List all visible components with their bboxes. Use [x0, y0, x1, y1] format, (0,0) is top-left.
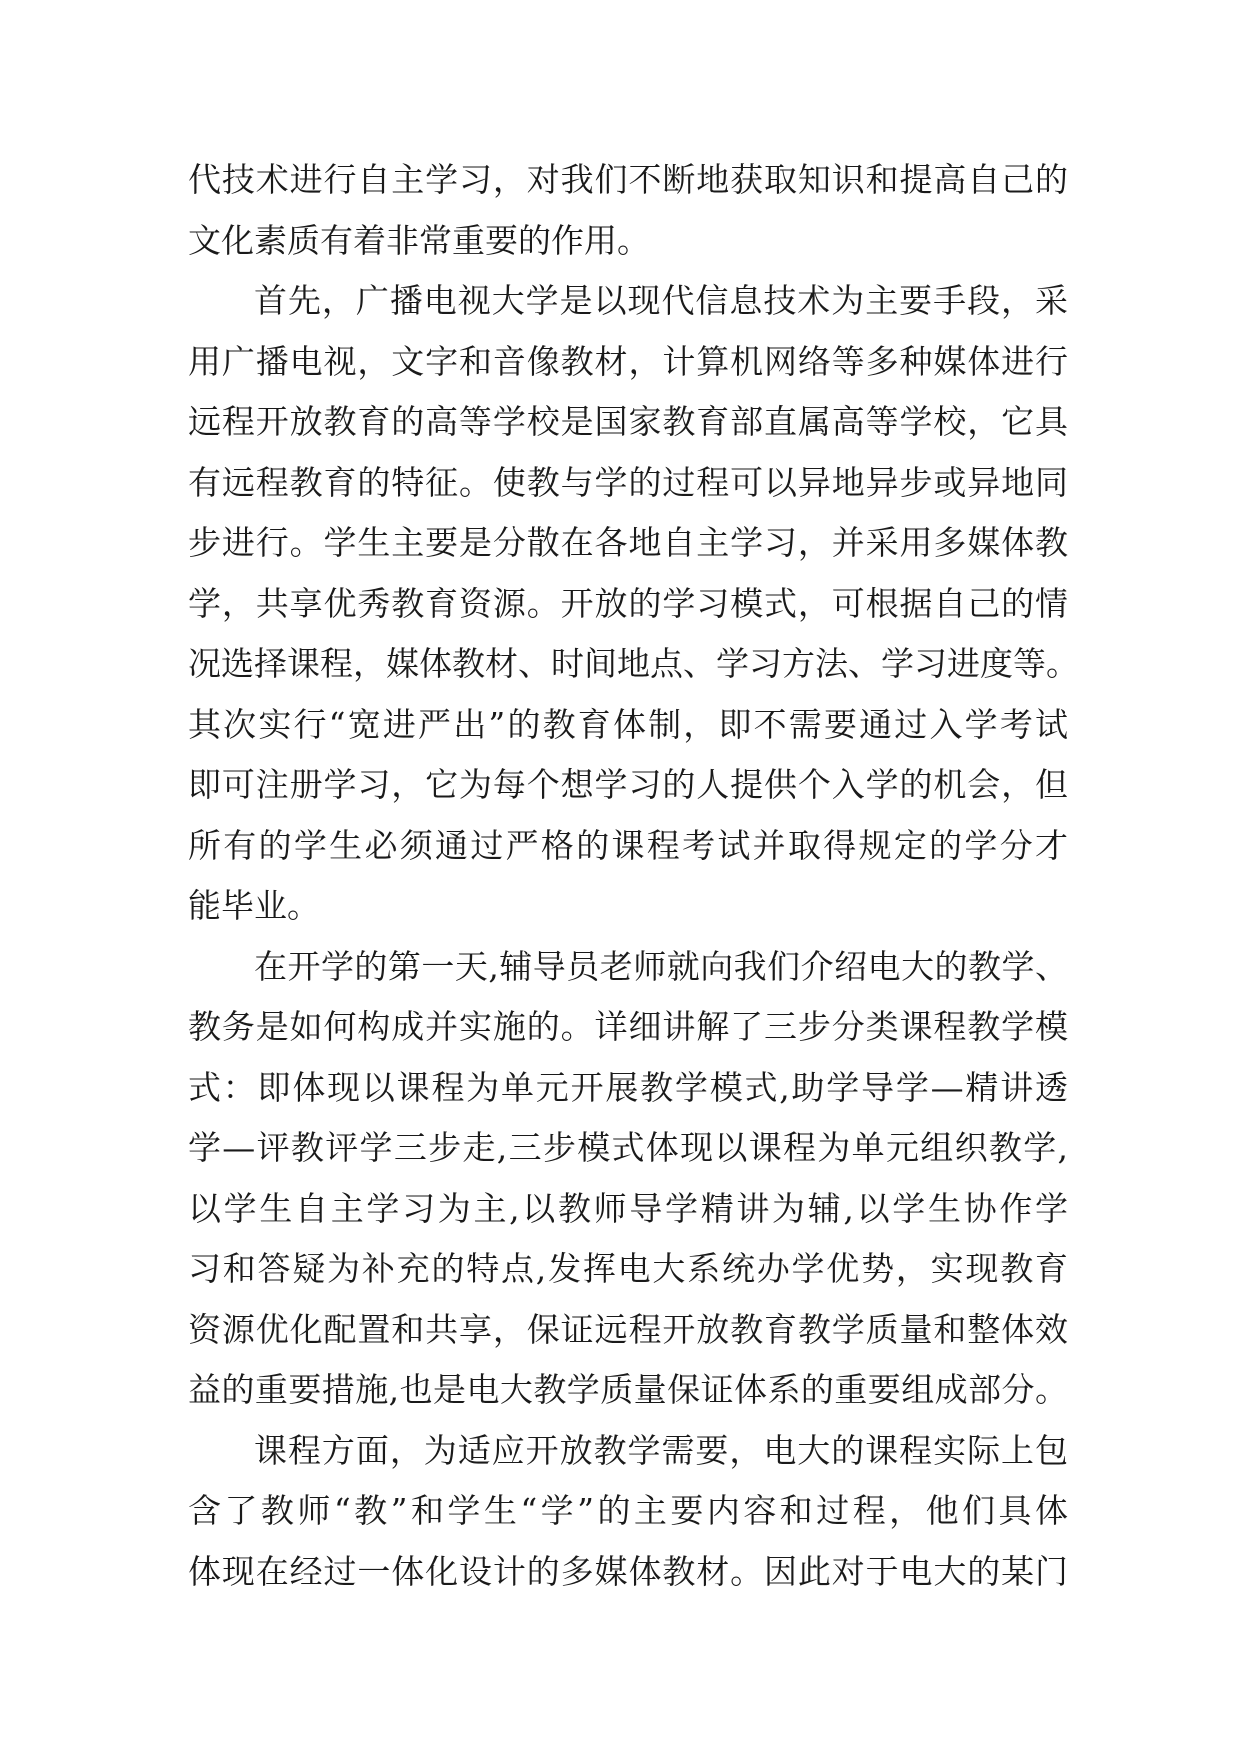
text-line: 学—评教评学三步走,三步模式体现以课程为单元组织教学, — [188, 1128, 1068, 1167]
text-line: 所有的学生必须通过严格的课程考试并取得规定的学分才 — [188, 825, 1068, 865]
text-line: 能毕业。 — [188, 886, 320, 925]
text-line: 其次实行“宽进严出”的教育体制，即不需要通过入学考试 — [188, 704, 1068, 744]
text-line: 资源优化配置和共享，保证远程开放教育教学质量和整体效 — [188, 1309, 1068, 1349]
text-line: 教务是如何构成并实施的。详细讲解了三步分类课程教学模 — [188, 1007, 1068, 1046]
text-line: 步进行。学生主要是分散在各地自主学习，并采用多媒体教 — [188, 523, 1068, 562]
text-line: 以学生自主学习为主,以教师导学精讲为辅,以学生协作学 — [188, 1188, 1068, 1228]
text-line: 习和答疑为补充的特点,发挥电大系统办学优势，实现教育 — [188, 1249, 1068, 1288]
text-line: 况选择课程，媒体教材、时间地点、学习方法、学习进度等。 — [188, 644, 1079, 683]
text-line: 远程开放教育的高等学校是国家教育部直属高等学校，它具 — [188, 402, 1068, 441]
text-line: 含了教师“教”和学生“学”的主要内容和过程，他们具体 — [188, 1491, 1068, 1530]
text-line: 有远程教育的特征。使教与学的过程可以异地异步或异地同 — [188, 462, 1068, 502]
body-text — [188, 150, 1079, 1602]
text-line: 式：即体现以课程为单元开展教学模式,助学导学—精讲透 — [188, 1067, 1068, 1107]
text-line: 学，共享优秀教育资源。开放的学习模式，可根据自己的情 — [188, 583, 1068, 623]
text-line: 代技术进行自主学习，对我们不断地获取知识和提高自己的 — [188, 160, 1068, 199]
text-line: 在开学的第一天,辅导员老师就向我们介绍电大的教学、 — [254, 946, 1068, 986]
text-line: 课程方面，为适应开放教学需要，电大的课程实际上包 — [254, 1430, 1068, 1470]
text-line: 体现在经过一体化设计的多媒体教材。因此对于电大的某门 — [188, 1551, 1068, 1591]
text-line: 即可注册学习，它为每个想学习的人提供个入学的机会，但 — [188, 765, 1068, 804]
text-line: 用广播电视，文字和音像教材，计算机网络等多种媒体进行 — [188, 341, 1068, 381]
text-line: 首先，广播电视大学是以现代信息技术为主要手段，采 — [254, 281, 1068, 320]
text-line: 益的重要措施,也是电大教学质量保证体系的重要组成部分。 — [188, 1370, 1068, 1409]
text-line: 文化素质有着非常重要的作用。 — [188, 220, 650, 260]
